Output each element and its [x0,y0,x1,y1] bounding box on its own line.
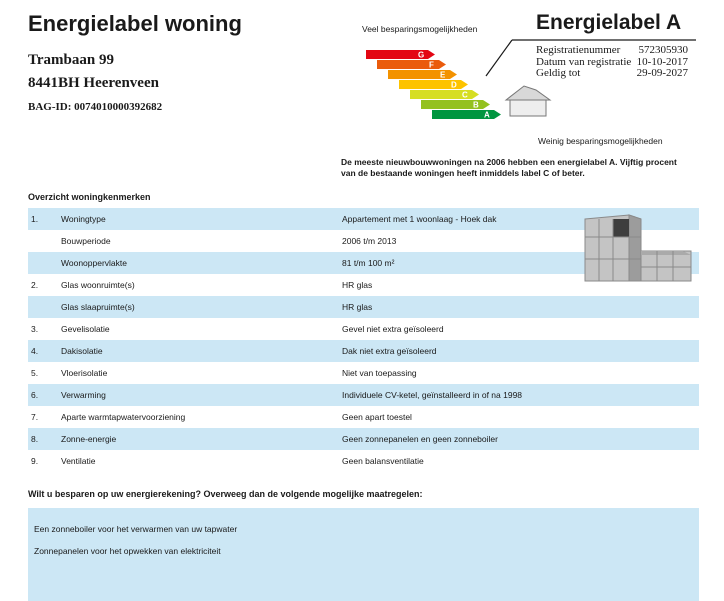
table-row [28,406,699,428]
table-row [28,296,699,318]
label-class-bar-d [399,80,468,89]
row-label: Vloerisolatie [61,368,108,378]
row-value: Geen balansventilatie [342,456,424,466]
row-label: Dakisolatie [61,346,103,356]
address-city: 8441BH Heerenveen [28,75,159,91]
row-label: Gevelisolatie [61,324,110,334]
row-value: Dak niet extra geïsoleerd [342,346,437,356]
label-note: De meeste nieuwbouwwoningen na 2006 hebben een energielabel A. Vijftig procent van de bestaande woningen heeft inmiddels label C of beter. [341,157,677,178]
house-icon [506,86,550,116]
registration-date-value: 10-10-2017 [636,55,688,68]
row-value: 2006 t/m 2013 [342,236,397,246]
table-row [28,340,699,362]
registration-date-key: Datum van registratie [536,55,632,68]
row-number: 2. [31,280,39,290]
advice-item: Een zonneboiler voor het verwarmen van uw tapwater [34,524,238,534]
label-class-bar-a [432,110,501,119]
registration-info [536,45,688,80]
label-class-bar-e [388,70,457,79]
label-class-letter: G [418,50,425,60]
row-value: Geen apart toestel [342,412,412,422]
advice-box [28,508,699,601]
registration-row [536,68,688,80]
label-class-bar-f [377,60,446,69]
row-number: 8. [31,434,39,444]
table-row [28,362,699,384]
row-label: Glas slaapruimte(s) [61,302,135,312]
row-number: 6. [31,390,39,400]
energy-label-heading: Energielabel A [536,11,682,34]
advice-heading: Wilt u besparen op uw energierekening? Overweeg dan de volgende mogelijke maatregelen: [28,489,423,499]
row-number: 5. [31,368,39,378]
row-value: 81 t/m 100 m² [342,258,395,268]
row-number: 1. [31,214,39,224]
row-label: Woonoppervlakte [61,258,127,268]
table-row [28,384,699,406]
row-value: HR glas [342,280,373,290]
overview-heading: Overzicht woningkenmerken [28,192,151,202]
row-value: Niet van toepassing [342,368,417,378]
row-label: Woningtype [61,214,106,224]
pointer-line [486,40,512,76]
registration-number-key: Registratienummer [536,44,621,56]
row-number: 4. [31,346,39,356]
row-value: Individuele CV-ketel, geïnstalleerd in of na 1998 [342,390,523,400]
table-row [28,428,699,450]
row-label: Aparte warmtapwatervoorziening [61,412,186,422]
label-class-letter: E [440,70,446,80]
row-number: 3. [31,324,39,334]
address-street: Trambaan 99 [28,52,114,68]
row-number: 9. [31,456,39,466]
label-bottom-text: Weinig besparingsmogelijkheden [538,136,663,146]
page-title: Energielabel woning [28,11,242,36]
label-class-bar-g [366,50,435,59]
label-class-letter: B [473,100,479,110]
label-class-letter: C [462,90,468,100]
registration-number-value: 572305930 [638,44,688,56]
row-value: Appartement met 1 woonlaag - Hoek dak [342,214,497,224]
row-value: Gevel niet extra geïsoleerd [342,324,444,334]
row-label: Ventilatie [61,456,96,466]
label-class-letter: F [429,60,434,70]
valid-until-key: Geldig tot [536,67,581,79]
row-label: Glas woonruimte(s) [61,280,135,290]
row-label: Zonne-energie [61,434,117,444]
row-label: Bouwperiode [61,236,111,246]
label-class-bar-c [410,90,479,99]
table-row [28,450,699,472]
advice-item: Zonnepanelen voor het opwekken van elektriciteit [34,546,221,556]
registration-row [536,45,688,57]
table-row [28,318,699,340]
bag-id: BAG-ID: 0074010000392682 [28,101,163,113]
label-class-bars [366,50,501,120]
label-class-letter: D [451,80,457,90]
energy-label-graphic [360,18,700,148]
label-class-letter: A [484,110,490,120]
row-value: Geen zonnepanelen en geen zonneboiler [342,434,498,444]
label-class-bar-b [421,100,490,109]
row-value: HR glas [342,302,373,312]
apartment-building-icon [583,213,695,287]
row-label: Verwarming [61,390,106,400]
label-top-text: Veel besparingsmogelijkheden [362,24,478,34]
row-number: 7. [31,412,39,422]
valid-until-value: 29-09-2027 [636,67,688,79]
